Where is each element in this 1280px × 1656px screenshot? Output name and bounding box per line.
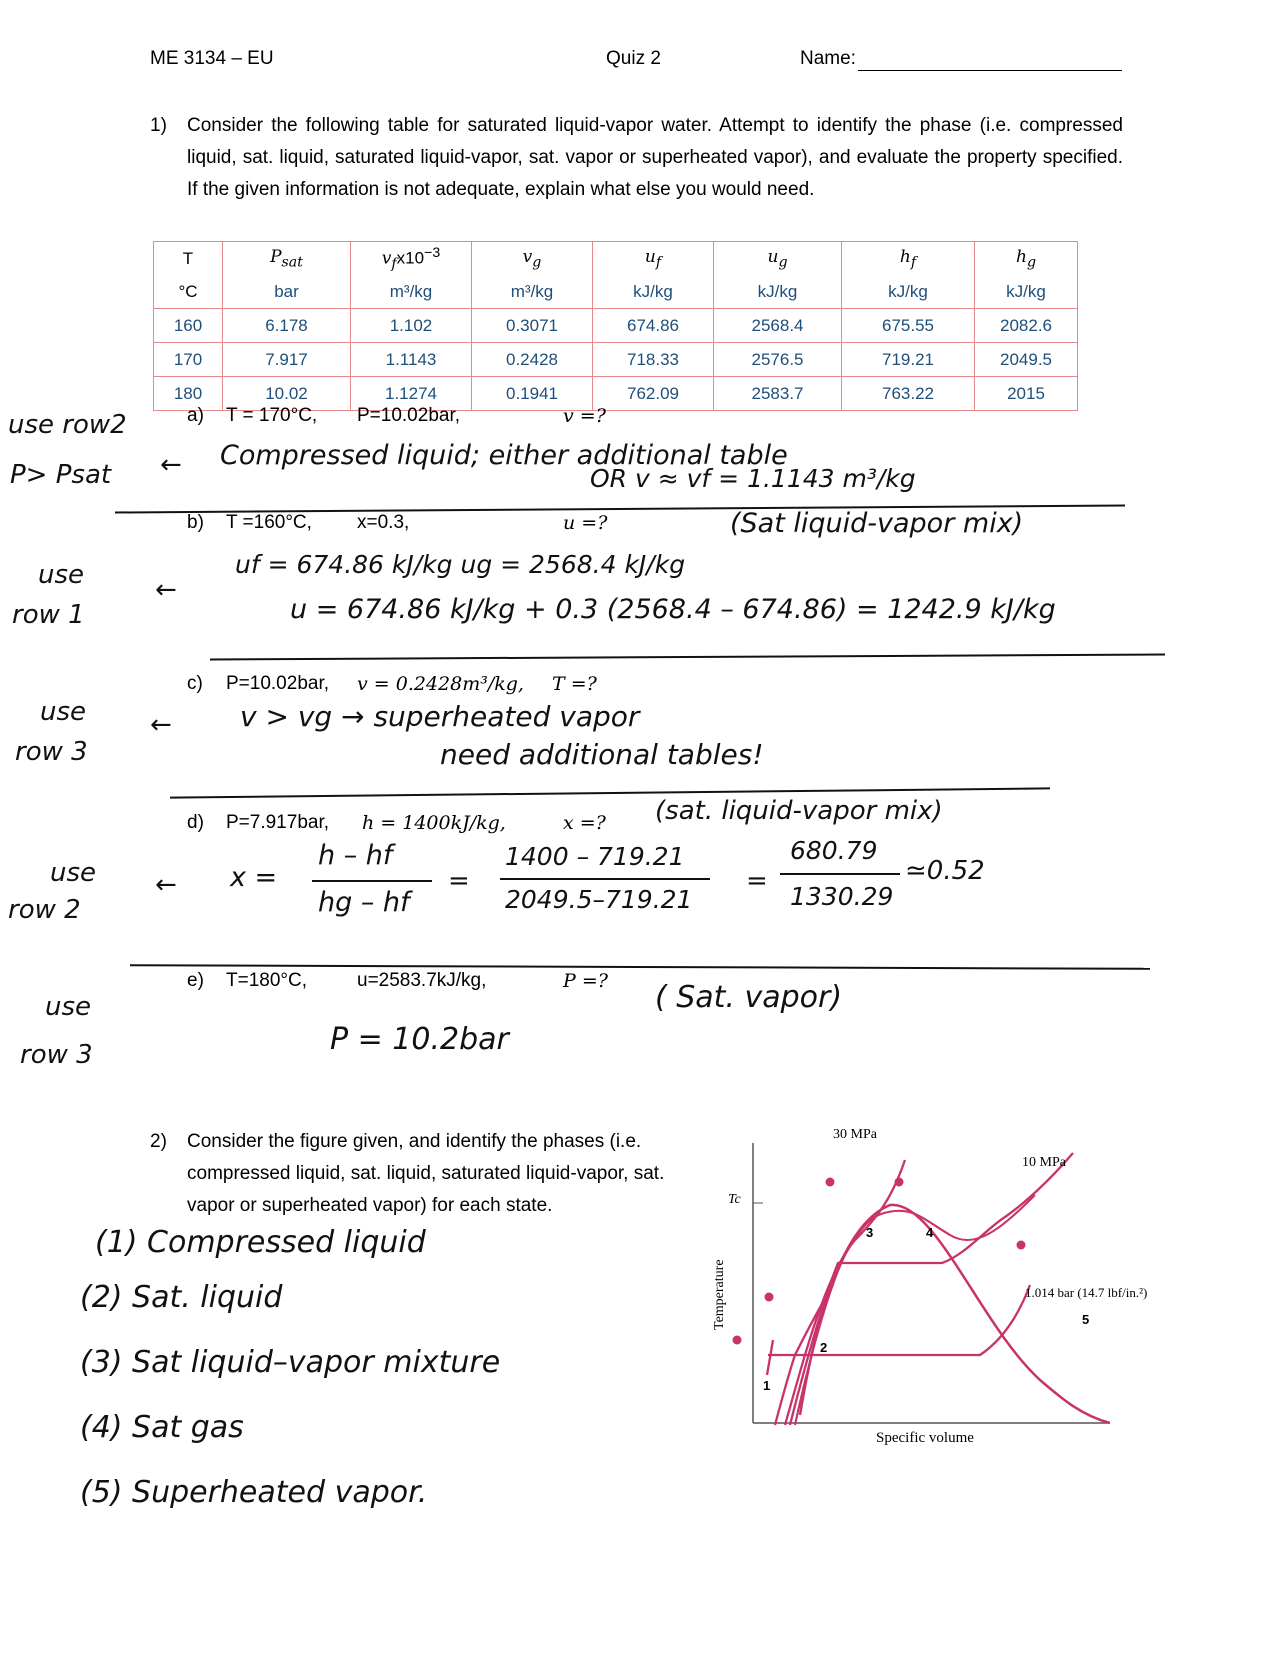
margin-note-d2: row 2 bbox=[8, 895, 81, 925]
table-unit-cell: kJ/kg bbox=[842, 275, 975, 309]
table-cell: 2576.5 bbox=[714, 343, 842, 377]
part-d-given1: P=7.917bar, bbox=[226, 812, 330, 833]
state-label-4: 4 bbox=[926, 1225, 934, 1240]
table-header-cell: $v_fx10^{-3}$ bbox=[351, 242, 472, 276]
answer-a-line1: Compressed liquid; either additional table bbox=[220, 440, 788, 471]
table-cell: 10.02 bbox=[223, 377, 351, 411]
part-b-label: b) bbox=[187, 512, 204, 533]
table-cell: 719.21 bbox=[842, 343, 975, 377]
left-arrow-icon: ← bbox=[150, 710, 172, 740]
answer-d-num3: 680.79 bbox=[790, 836, 878, 865]
state-label-5: 5 bbox=[1082, 1312, 1090, 1327]
equals-sign: = bbox=[448, 866, 470, 896]
margin-note-e1: use bbox=[45, 992, 92, 1022]
table-cell: 2015 bbox=[975, 377, 1078, 411]
fraction-bar bbox=[312, 880, 432, 882]
state-label-1: 1 bbox=[763, 1378, 771, 1393]
table-cell: 762.09 bbox=[593, 377, 714, 411]
table-cell: 1.1143 bbox=[351, 343, 472, 377]
q2-number: 2) bbox=[150, 1131, 167, 1152]
part-e-given2: u=2583.7kJ/kg, bbox=[357, 970, 487, 991]
state-point-1 bbox=[733, 1336, 742, 1345]
answer-d-den2: 2049.5–719.21 bbox=[505, 885, 693, 914]
label-10mpa: 10 MPa bbox=[1022, 1155, 1066, 1170]
table-cell: 1.102 bbox=[351, 309, 472, 343]
margin-note-e2: row 3 bbox=[20, 1040, 93, 1070]
part-e-unknown: P =? bbox=[563, 970, 608, 992]
part-b-unknown: u =? bbox=[563, 512, 608, 534]
table-unit-cell: kJ/kg bbox=[593, 275, 714, 309]
part-b-given1: T =160°C, bbox=[226, 512, 312, 533]
table-unit-cell: °C bbox=[154, 275, 223, 309]
isobar-1bar bbox=[767, 1285, 1030, 1425]
answer-e-value: P = 10.2bar bbox=[330, 1022, 509, 1057]
table-cell: 7.917 bbox=[223, 343, 351, 377]
q2-answer-1: (1) Compressed liquid bbox=[95, 1225, 426, 1260]
answer-d-x: x = bbox=[230, 862, 278, 893]
table-cell: 6.178 bbox=[223, 309, 351, 343]
part-d-given2: h = 1400kJ/kg, bbox=[362, 812, 506, 834]
table-unit-cell: m³/kg bbox=[472, 275, 593, 309]
margin-note-c2: row 3 bbox=[15, 737, 88, 767]
answer-d-phase: (sat. liquid-vapor mix) bbox=[655, 796, 943, 826]
divider-b bbox=[210, 653, 1165, 660]
part-b-given2: x=0.3, bbox=[357, 512, 410, 533]
table-unit-cell: m³/kg bbox=[351, 275, 472, 309]
table-cell: 2082.6 bbox=[975, 309, 1078, 343]
table-unit-cell: bar bbox=[223, 275, 351, 309]
table-header-row bbox=[154, 242, 1078, 276]
table-header-cell: $h_g$ bbox=[975, 242, 1078, 276]
left-arrow-icon: ← bbox=[160, 450, 182, 480]
part-a-label: a) bbox=[187, 405, 204, 426]
answer-b-phase: (Sat liquid-vapor mix) bbox=[730, 508, 1024, 539]
left-arrow-icon: ← bbox=[155, 575, 177, 605]
part-a-unknown: v =? bbox=[563, 405, 606, 427]
name-underline bbox=[858, 70, 1122, 71]
answer-a-line2: OR v ≈ vf = 1.1143 m³/kg bbox=[590, 464, 916, 493]
answer-c-line2: need additional tables! bbox=[440, 738, 764, 771]
answer-b-line2: u = 674.86 kJ/kg + 0.3 (2568.4 – 674.86) = 1242.9 kJ/kg bbox=[290, 594, 1056, 625]
table-header-cell: T bbox=[154, 242, 223, 276]
q2-answer-3: (3) Sat liquid–vapor mixture bbox=[80, 1345, 501, 1380]
margin-note-a1: use row2 bbox=[8, 410, 127, 440]
q1-number: 1) bbox=[150, 115, 167, 136]
margin-note-b1: use bbox=[38, 560, 85, 590]
table-cell: 2583.7 bbox=[714, 377, 842, 411]
table-header-cell: $P_{sat}$ bbox=[223, 242, 351, 276]
answer-e-phase: ( Sat. vapor) bbox=[655, 980, 843, 1015]
state-label-3: 3 bbox=[866, 1225, 874, 1240]
answer-d-result: ≃0.52 bbox=[905, 856, 985, 886]
table-cell: 1.1274 bbox=[351, 377, 472, 411]
table-row bbox=[154, 343, 1078, 377]
answer-d-num1: h – hf bbox=[318, 840, 393, 871]
state-point-5 bbox=[1017, 1241, 1026, 1250]
answer-c-line1: v > vg → superheated vapor bbox=[240, 700, 640, 733]
name-label: Name: bbox=[800, 48, 856, 69]
label-30mpa: 30 MPa bbox=[833, 1127, 877, 1142]
course-code: ME 3134 – EU bbox=[150, 48, 274, 69]
answer-d-den3: 1330.29 bbox=[790, 882, 894, 911]
state-point-2 bbox=[765, 1293, 774, 1302]
saturation-table bbox=[153, 241, 1078, 411]
part-a-given2: P=10.02bar, bbox=[357, 405, 461, 426]
table-row bbox=[154, 309, 1078, 343]
x-axis-label: Specific volume bbox=[876, 1430, 974, 1446]
fraction-bar bbox=[780, 873, 900, 875]
table-unit-cell: kJ/kg bbox=[714, 275, 842, 309]
table-cell: 0.3071 bbox=[472, 309, 593, 343]
state-label-2: 2 bbox=[820, 1340, 828, 1355]
part-c-unknown: T =? bbox=[552, 673, 597, 695]
table-cell: 180 bbox=[154, 377, 223, 411]
part-d-unknown: x =? bbox=[563, 812, 606, 834]
q2-answer-5: (5) Superheated vapor. bbox=[80, 1475, 428, 1510]
table-cell: 675.55 bbox=[842, 309, 975, 343]
answer-d-den1: hg – hf bbox=[318, 887, 410, 918]
table-header-cell: $u_f$ bbox=[593, 242, 714, 276]
answer-b-line1: uf = 674.86 kJ/kg ug = 2568.4 kJ/kg bbox=[235, 550, 686, 579]
part-e-label: e) bbox=[187, 970, 204, 991]
isobar-supercritical bbox=[795, 1195, 1035, 1425]
divider-d bbox=[130, 964, 1150, 970]
label-1bar: 1.014 bar (14.7 lbf/in.²) bbox=[1025, 1285, 1148, 1300]
answer-d-num2: 1400 – 719.21 bbox=[505, 842, 685, 871]
part-c-given2: v = 0.2428m³/kg, bbox=[357, 673, 524, 695]
left-arrow-icon: ← bbox=[155, 870, 177, 900]
table-cell: 2568.4 bbox=[714, 309, 842, 343]
table-cell: 718.33 bbox=[593, 343, 714, 377]
part-c-given1: P=10.02bar, bbox=[226, 673, 330, 694]
table-header-cell: $h_f$ bbox=[842, 242, 975, 276]
table-cell: 763.22 bbox=[842, 377, 975, 411]
table-header-cell: $u_g$ bbox=[714, 242, 842, 276]
label-tc: Tc bbox=[728, 1192, 741, 1207]
equals-sign: = bbox=[746, 866, 768, 896]
margin-note-d1: use bbox=[50, 858, 97, 888]
part-c-label: c) bbox=[187, 673, 203, 694]
table-cell: 0.1941 bbox=[472, 377, 593, 411]
fraction-bar bbox=[500, 878, 710, 880]
table-cell: 0.2428 bbox=[472, 343, 593, 377]
table-units-row bbox=[154, 275, 1078, 309]
margin-note-b2: row 1 bbox=[12, 600, 85, 630]
margin-note-c1: use bbox=[40, 697, 87, 727]
table-cell: 170 bbox=[154, 343, 223, 377]
part-a-given1: T = 170°C, bbox=[226, 405, 318, 426]
table-unit-cell: kJ/kg bbox=[975, 275, 1078, 309]
y-axis-label: Temperature bbox=[712, 1259, 727, 1330]
q2-answer-4: (4) Sat gas bbox=[80, 1410, 244, 1445]
table-cell: 674.86 bbox=[593, 309, 714, 343]
table-cell: 2049.5 bbox=[975, 343, 1078, 377]
q2-answer-2: (2) Sat. liquid bbox=[80, 1280, 283, 1315]
part-d-label: d) bbox=[187, 812, 204, 833]
table-header-cell: $v_g$ bbox=[472, 242, 593, 276]
part-e-given1: T=180°C, bbox=[226, 970, 308, 991]
state-point-4 bbox=[895, 1178, 904, 1187]
margin-note-a2: P> Psat bbox=[10, 460, 112, 490]
q2-text: Consider the figure given, and identify the phases (i.e. compressed liquid, sat. liquid, saturated liquid-vapor, sat. vapor or superheated vapor) for each state. bbox=[187, 1131, 665, 1216]
quiz-title: Quiz 2 bbox=[606, 48, 661, 69]
table-cell: 160 bbox=[154, 309, 223, 343]
state-point-3 bbox=[826, 1178, 835, 1187]
q1-text: Consider the following table for saturated liquid-vapor water. Attempt to identify the phase (i.e. compressed liquid, sat. liquid, saturated liquid-vapor, sat. vapor or superheated vapor), and evaluate the property specified. If the given information is not adequate, explain what else you would need. bbox=[187, 115, 1123, 200]
